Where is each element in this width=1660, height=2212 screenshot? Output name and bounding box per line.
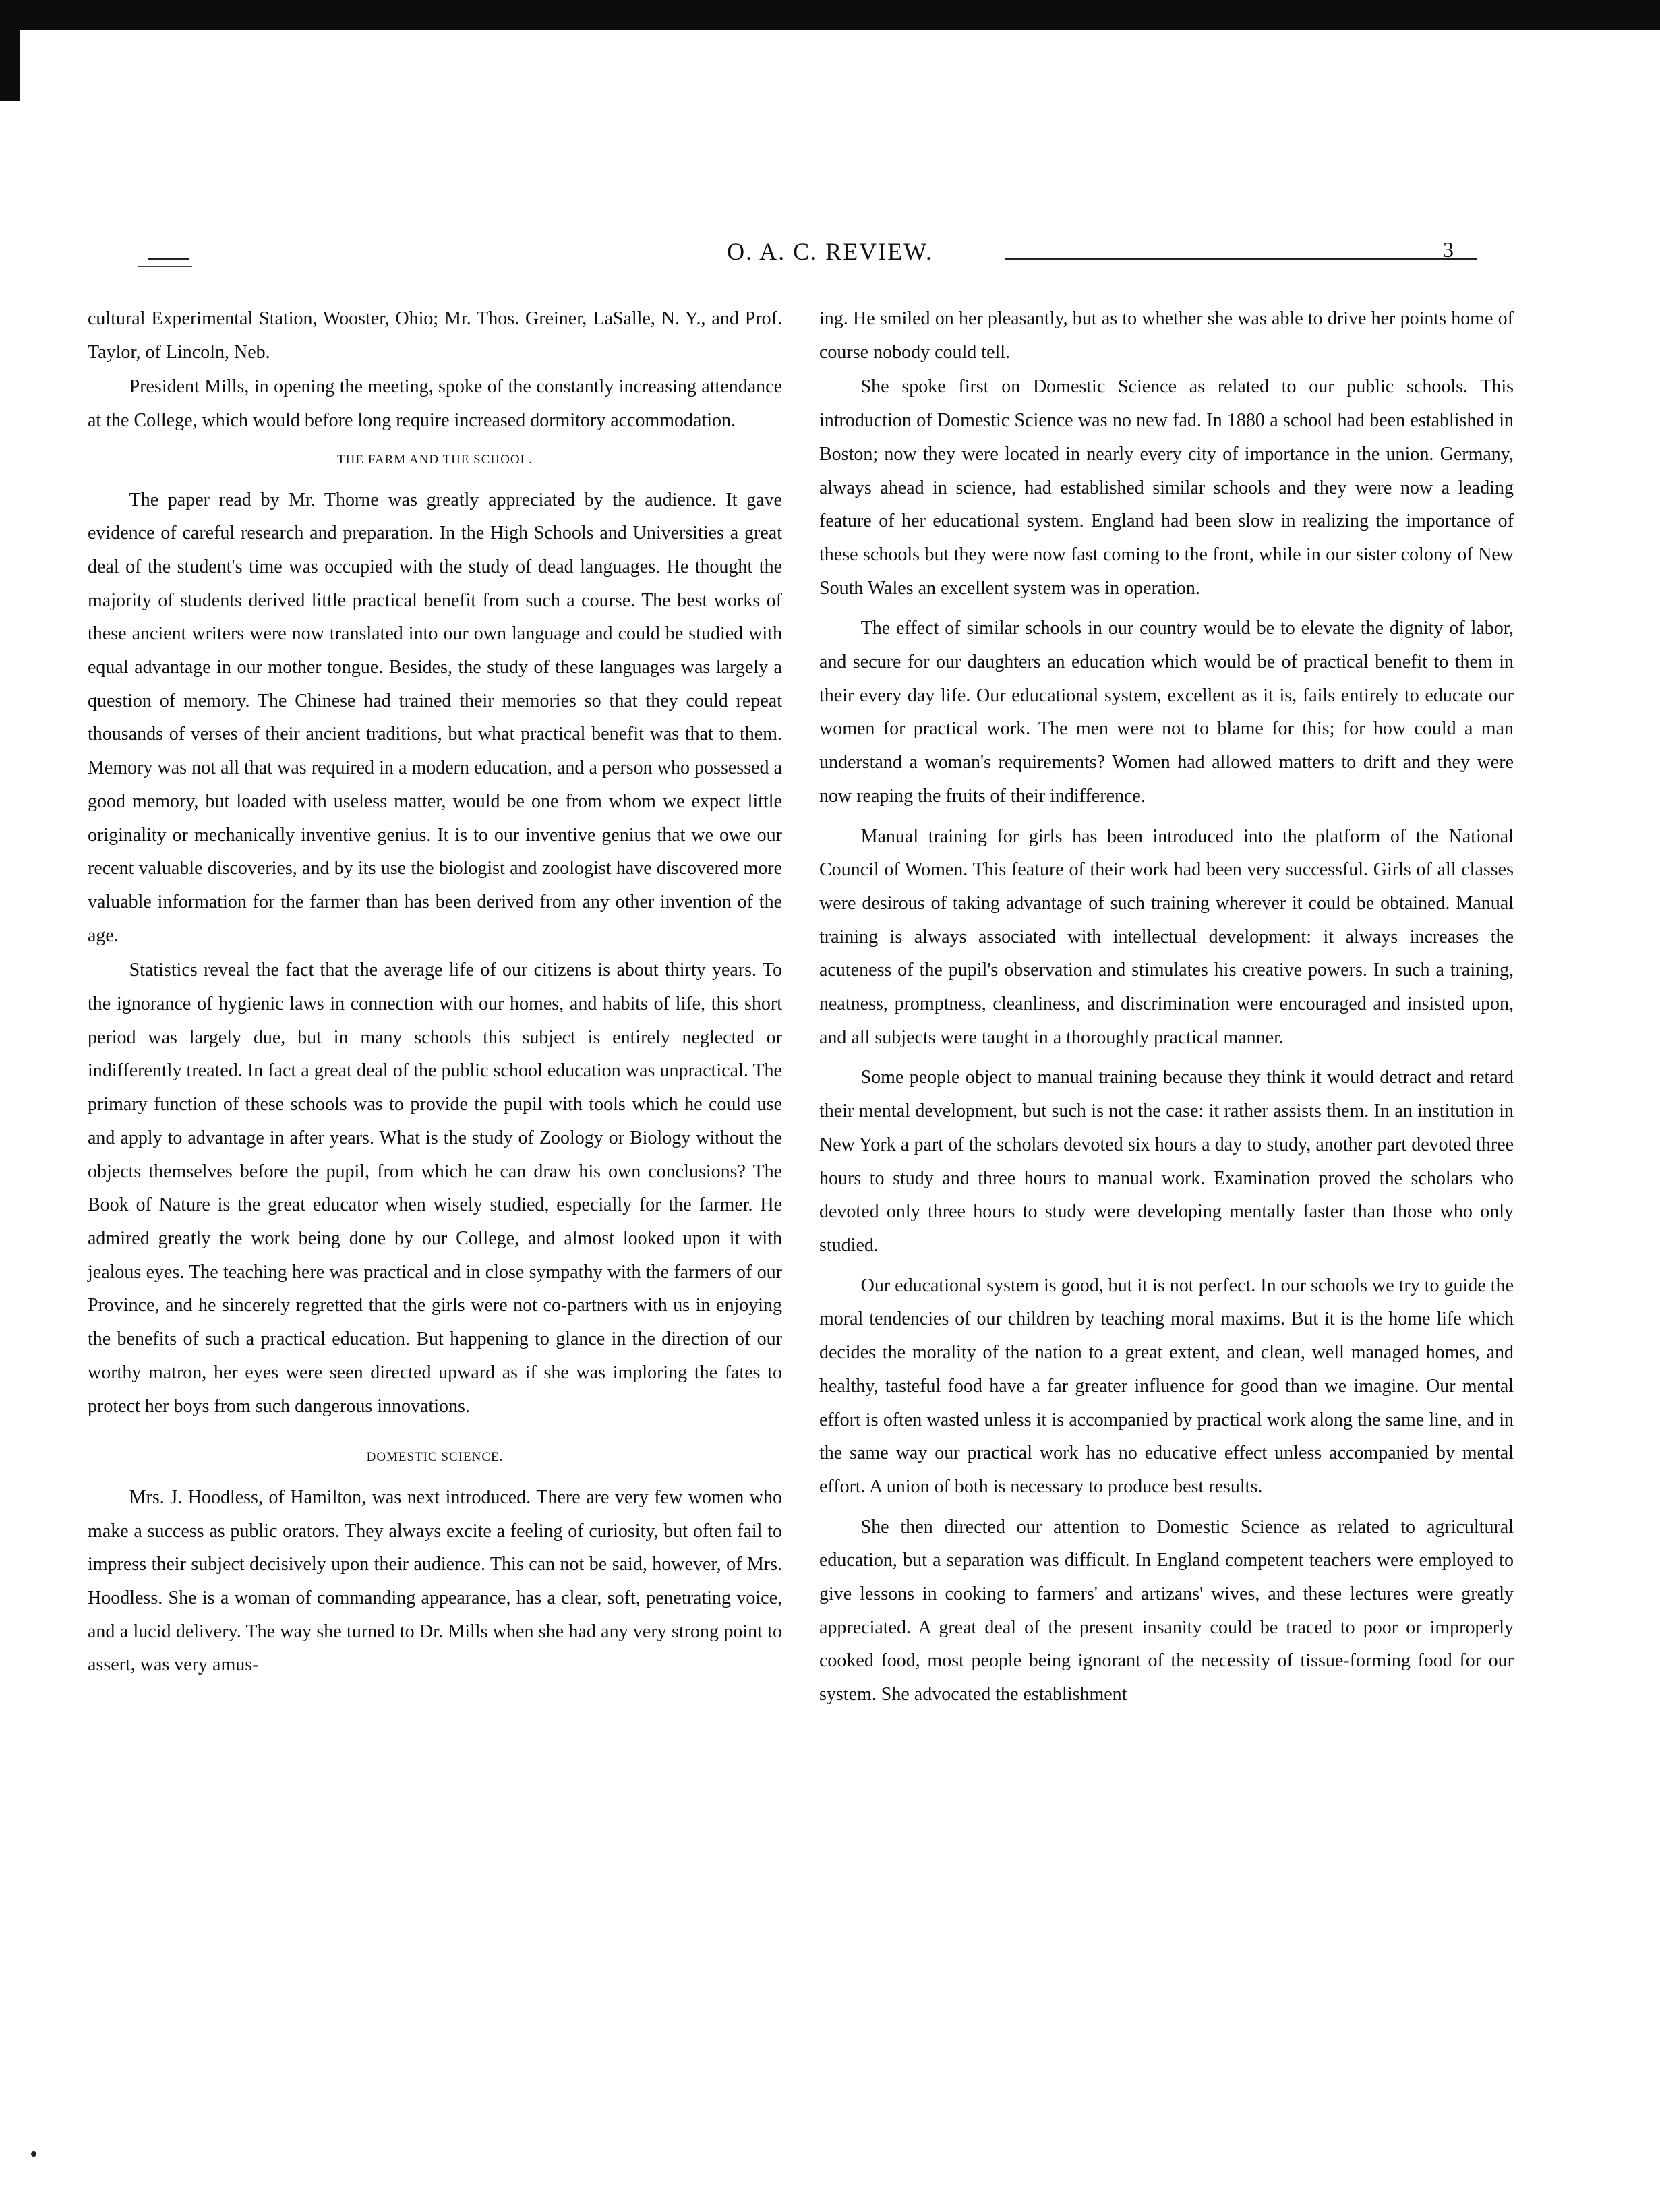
right-paragraph-3: The effect of similar schools in our country would be to elevate the dignity of labor, and secure for our daughters an education which would be of practical benefit to them in their every day life. Our educational system, excellent as it is, fails entirely to educate our women for practical work. The men were not to blame for this; for how could a man understand a woman's requirements? Women had allowed matters to drift and they were now reaping the fruits of their indifference. bbox=[819, 618, 1514, 807]
left-paragraph-5: Mrs. J. Hoodless, of Hamilton, was next introduced. There are very few women who make a success as public orators. They always excite a feeling of curiosity, but often fail to impress their subject decisively upon their audience. This can not be said, however, of Mrs. Hoodless. She is a woman of commanding appearance, has a clear, soft, penetrating voice, and a lucid delivery. The way she turned to Dr. Mills when she had any very strong point to assert, was very amus- bbox=[88, 1486, 782, 1676]
left-paragraph-2: President Mills, in opening the meeting, spoke of the constantly increasing attendance at the College, which would before long require increased dormitory accommodation. bbox=[88, 376, 782, 432]
right-paragraph-6: Our educational system is good, but it is not perfect. In our schools we try to guide the moral tendencies of our children by teaching moral maxims. But it is the home life which decides the morality of the nation to a great extent, and clean, well managed homes, and healthy, tasteful food have a far greater influence for good than we imagine. Our mental effort is often wasted unless it is accompanied by practical work along the same line, and in the same way our practical work has no educative effect unless accompanied by mental effort. A union of both is necessary to produce best results. bbox=[819, 1275, 1514, 1497]
left-paragraph-3: The paper read by Mr. Thorne was greatly appreciated by the audience. It gave evidence of careful research and preparation. In the High Schools and Universities a great deal of the student's time was occupied with the study of dead languages. He thought the majority of students derived little practical benefit from such a course. The best works of these ancient writers were now translated into our own language and could be studied with equal advantage in our mother tongue. Besides, the study of these languages was largely a question of memory. The Chinese had trained their memories so that they could repeat thousands of verses of their ancient traditions, but what practical benefit was that to them. Memory was not all that was required in a modern education, and a person who possessed a good memory, but loaded with useless matter, would be one from whom we expect little originality or mechanically inventive genius. It is to our inventive genius that we owe our recent valuable discoveries, and by its use the biologist and zoologist have discovered more valuable information for the farmer than has been derived from any other invention of the age. bbox=[88, 489, 782, 946]
right-paragraph-1: ing. He smiled on her pleasantly, but as to whether she was able to drive her points home of course nobody could tell. bbox=[819, 308, 1514, 363]
right-paragraph-4: Manual training for girls has been introduced into the platform of the National Council of Women. This feature of their work had been very successful. Girls of all classes were desirous of taking advantage of such training wherever it could be obtained. Manual training is always associated with intellectual development: it always increases the acuteness of the pupil's observation and stimulates his creative powers. In such a training, neatness, promptness, cleanliness, and discrimination were encouraged and insisted upon, and all subjects were taught in a thoroughly practical manner. bbox=[819, 825, 1514, 1048]
right-paragraph-2: She spoke first on Domestic Science as related to our public schools. This introduction of Domestic Science was no new fad. In 1880 a school had been established in Boston; now they were located in nearly every city of importance in the union. Germany, always ahead in science, had established similar schools and they were now a leading feature of her educational system. England had been slow in realizing the importance of these schools but they were now fast coming to the front, while in our sister colony of New South Wales an excellent system was in operation. bbox=[819, 376, 1514, 599]
journal-title: O. A. C. REVIEW. bbox=[727, 238, 933, 265]
header-rule-right bbox=[1005, 258, 1477, 260]
scan-speck bbox=[31, 2151, 36, 2157]
left-paragraph-1: cultural Experimental Station, Wooster, Ohio; Mr. Thos. Greiner, LaSalle, N. Y., and Prof. Taylor, of Lincoln, Neb. bbox=[88, 308, 782, 363]
scan-border-left bbox=[0, 0, 20, 101]
left-paragraph-4: Statistics reveal the fact that the average life of our citizens is about thirty years. To the ignorance of hygienic laws in connection with our homes, and habits of life, this short period was largely due, but in many schools this subject is entirely neglected or indifferently treated. In fact a great deal of the public school education was unpractical. The primary function of these schools was to provide the pupil with tools which he could use and apply to advantage in after years. What is the study of Zoology or Biology without the objects themselves before the pupil, from which he can draw his own conclusions? The Book of Nature is the great educator when wisely studied, especially for the farmer. He admired greatly the work being done by our College, and almost looked upon it with jealous eyes. The teaching here was practical and in close sympathy with the farmers of our Province, and he sincerely regretted that the girls were not co-partners with us in enjoying the benefits of such a practical education. But happening to glance in the direction of our worthy matron, her eyes were seen directed upward as if she was imploring the fates to protect her boys from such dangerous innovations. bbox=[88, 960, 782, 1417]
right-paragraph-7: She then directed our attention to Domestic Science as related to agricultural education, but a separation was difficult. In England competent teachers were employed to give lessons in cooking to farmers' and artizans' wives, and these lectures were greatly appreciated. A great deal of the present insanity could be traced to poor or improperly cooked food, most people being ignorant of the necessity of tissue-forming food for our system. She advocated the establishment bbox=[819, 1516, 1514, 1706]
page-number: 3 bbox=[1443, 237, 1454, 262]
right-paragraph-5: Some people object to manual training because they think it would detract and retard their mental development, but such is not the case: it rather assists them. In an institution in New York a part of the scholars devoted six hours a day to study, another part devoted three hours to study and three hours to manual work. Examination proved the scholars who devoted only three hours to study were developing mentally faster than those who only studied. bbox=[819, 1067, 1514, 1256]
right-column bbox=[819, 302, 1514, 1712]
scan-border-top bbox=[0, 0, 1660, 30]
page-header bbox=[0, 237, 1660, 271]
header-rule-left-lower bbox=[138, 266, 192, 267]
left-column bbox=[88, 302, 782, 1682]
section-heading-domestic-science: DOMESTIC SCIENCE. bbox=[366, 1450, 504, 1465]
section-heading-farm-school: THE FARM AND THE SCHOOL. bbox=[337, 452, 533, 467]
